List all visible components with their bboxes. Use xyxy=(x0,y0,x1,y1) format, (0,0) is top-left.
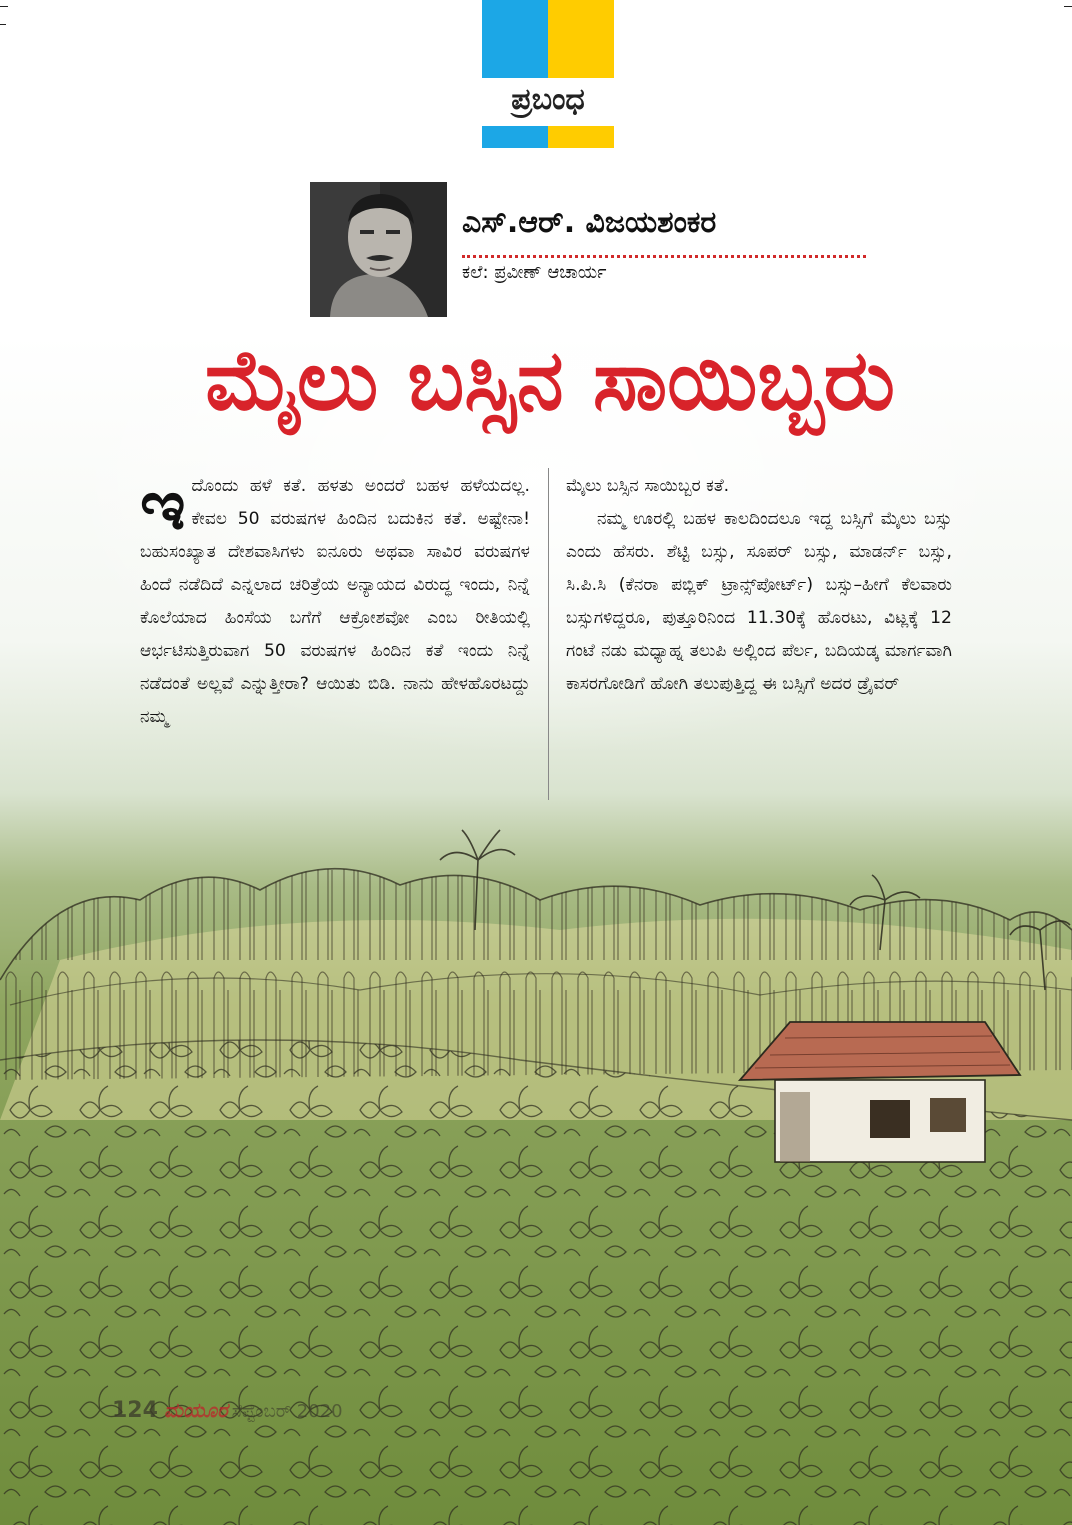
tag-blue-strip xyxy=(482,126,548,148)
author-photo xyxy=(310,182,447,317)
article-column-1 xyxy=(140,464,530,734)
tag-yellow-strip xyxy=(548,126,614,148)
article-headline: ಮೈಲು ಬಸ್ಸಿನ ಸಾಯಿಬ್ಬರು xyxy=(205,331,895,429)
byline-divider xyxy=(462,255,866,258)
column-divider xyxy=(548,468,549,800)
magazine-logo: ಮಯೂರ xyxy=(163,1398,228,1422)
column-1-text: ದೊಂದು ಹಳೆ ಕತೆ. ಹಳತು ಅಂದರೆ ಬಹಳ ಹಳೆಯದಲ್ಲ. ಕೇವಲ 50 ವರುಷಗಳ ಹಿಂದಿನ ಬದುಕಿನ ಕತೆ. ಅಷ್ಟೇನಾ! ಬಹುಸಂಖ್ಯಾತ ದೇಶವಾಸಿಗಳು ಐನೂರು ಅಥವಾ ಸಾವಿರ ವರುಷಗಳ ಹಿಂದೆ ನಡೆದಿದೆ ಎನ್ನಲಾದ ಚರಿತ್ರೆಯ ಅನ್ಯಾಯದ ವಿರುದ್ಧ ಇಂದು, ನಿನ್ನೆ ಕೊಲೆಯಾದ ಹಿಂಸೆಯ ಬಗೆಗೆ ಆಕ್ರೋಶವೋ ಎಂಬ ರೀತಿಯಲ್ಲಿ ಆರ್ಭಟಿಸುತ್ತಿರುವಾಗ 50 ವರುಷಗಳ ಹಿಂದಿನ ಕತೆ ಇಂದು ನಿನ್ನೆ ನಡೆದಂತೆ ಅಲ್ಲವೆ ಎನ್ನುತ್ತೀರಾ? ಆಯಿತು ಬಿಡಿ. ನಾನು ಹೇಳಹೊರಟದ್ದು ನಮ್ಮ xyxy=(140,476,530,727)
drop-cap: ಇ xyxy=(140,464,186,546)
folio xyxy=(112,1398,343,1423)
article-column-2 xyxy=(566,470,952,701)
page-number: 124 xyxy=(112,1398,158,1423)
section-label: ಪ್ರಬಂಧ xyxy=(511,82,585,117)
tag-yellow-block xyxy=(548,0,614,78)
crop-mark xyxy=(1064,6,1072,7)
column-2-paragraph: ನಮ್ಮ ಊರಲ್ಲಿ ಬಹಳ ಕಾಲದಿಂದಲೂ ಇದ್ದ ಬಸ್ಸಿಗೆ ಮೈಲು ಬಸ್ಸು ಎಂದು ಹೆಸರು. ಶೆಟ್ಟಿ ಬಸ್ಸು, ಸೂಪರ್ ಬಸ್ಸು, ಮಾಡರ್ನ್ ಬಸ್ಸು, ಸಿ.ಪಿ.ಸಿ (ಕೆನರಾ ಪಬ್ಲಿಕ್ ಟ್ರಾನ್ಸ್‌ಪೋರ್ಟ್) ಬಸ್ಸು–ಹೀಗೆ ಕೆಲವಾರು ಬಸ್ಸುಗಳಿದ್ದರೂ, ಪುತ್ತೂರಿನಿಂದ 11.30ಕ್ಕೆ ಹೊರಟು, ವಿಟ್ಲಕ್ಕೆ 12 ಗಂಟೆ ನಡು ಮಧ್ಯಾಹ್ನ ತಲುಪಿ ಅಲ್ಲಿಂದ ಪೆರ್ಲ, ಬದಿಯಡ್ಕ ಮಾರ್ಗವಾಗಿ ಕಾಸರಗೋಡಿಗೆ ಹೋಗಿ ತಲುಪುತ್ತಿದ್ದ ಈ ಬಸ್ಸಿಗೆ ಅದರ ಡ್ರೈವರ್ xyxy=(566,509,952,694)
section-tag xyxy=(482,0,614,148)
column-2-first-line: ಮೈಲು ಬಸ್ಸಿನ ಸಾಯಿಬ್ಬರ ಕತೆ. xyxy=(566,476,730,496)
illustrator-credit: ಕಲೆ: ಪ್ರವೀಣ್ ಆಚಾರ್ಯ xyxy=(462,262,607,283)
author-name: ಎಸ್‌.ಆರ್‌. ವಿಜಯಶಂಕರ xyxy=(462,205,717,240)
issue-date: ಸೆಪ್ಟೆಂಬರ್ 2020 xyxy=(231,1401,343,1422)
tag-blue-block xyxy=(482,0,548,78)
crop-mark xyxy=(0,24,6,25)
crop-mark xyxy=(0,6,8,7)
